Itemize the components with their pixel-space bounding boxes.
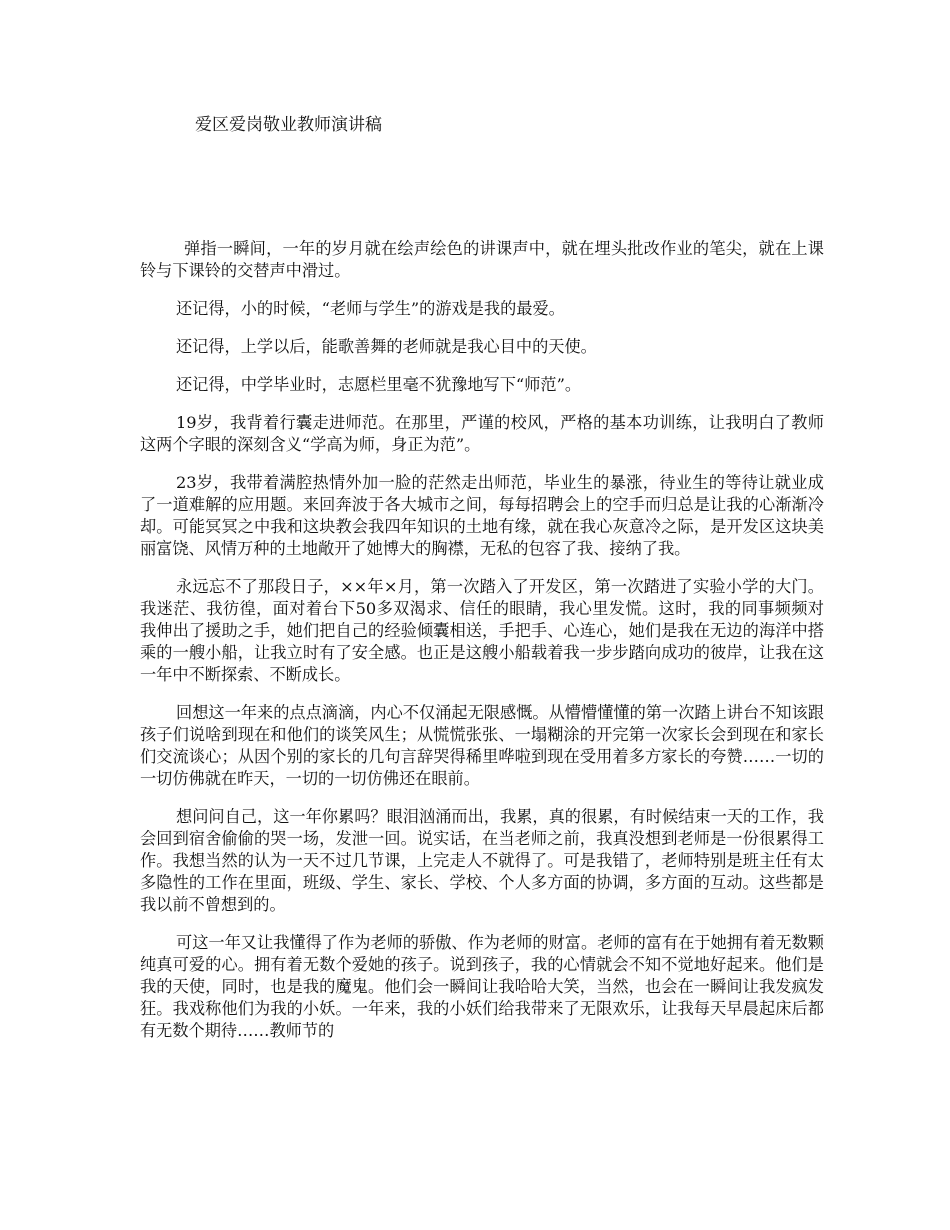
paragraph-3: 还记得，上学以后，能歌善舞的老师就是我心目中的天使。 xyxy=(176,337,597,356)
paragraph-8: 回想这一年来的点点滴滴，内心不仅涌起无限感慨。从懵懵懂懂的第一次踏上讲台不知该跟孩子们说啥到现在和他们的谈笑风生；从慌慌张张、一塌糊涂的开完第一次家长会到现在和家长们交流谈心；从因个别的家长的几句言辞哭得稀里哗啦到现在受用着多方家长的夸赞……一切的一切仿佛就在昨天，一切的一切仿佛还在眼前。 xyxy=(140,703,824,788)
document-title: 爱区爱岗敬业教师演讲稿 xyxy=(195,115,382,135)
document-body xyxy=(140,238,824,1058)
paragraph-5: 19岁，我背着行囊走进师范。在那里，严谨的校风，严格的基本功训练，让我明白了教师这两个字眼的深刻含义“学高为师，身正为范”。 xyxy=(140,413,824,454)
paragraph-4: 还记得，中学毕业时，志愿栏里毫不犹豫地写下“师范”。 xyxy=(176,375,582,394)
paragraph-7: 永远忘不了那段日子，××年×月，第一次踏入了开发区，第一次踏进了实验小学的大门。我迷茫、我彷徨，面对着台下50多双渴求、信任的眼睛，我心里发慌。这时，我的同事频频对我伸出了援助之手，她们把自己的经验倾囊相送，手把手、心连心，她们是我在无边的海洋中搭乘的一艘小船，让我立时有了安全感。也正是这艘小船载着我一步步踏向成功的彼岸，让我在这一年中不断探索、不断成长。 xyxy=(140,577,824,684)
paragraph-6: 23岁，我带着满腔热情外加一脸的茫然走出师范，毕业生的暴涨，待业生的等待让就业成了一道难解的应用题。来回奔波于各大城市之间，每每招聘会上的空手而归总是让我的心渐渐冷却。可能冥冥之中我和这块教会我四年知识的土地有缘，就在我心灰意冷之际，是开发区这块美丽富饶、风情万种的土地敞开了她博大的胸襟，无私的包容了我、接纳了我。 xyxy=(140,473,824,558)
paragraph-2: 还记得，小的时候，“老师与学生”的游戏是我的最爱。 xyxy=(176,299,565,318)
paragraph-10: 可这一年又让我懂得了作为老师的骄傲、作为老师的财富。老师的富有在于她拥有着无数颗纯真可爱的心。拥有着无数个爱她的孩子。说到孩子，我的心情就会不知不觉地好起来。他们是我的天使，同时，也是我的魔鬼。他们会一瞬间让我哈哈大笑，当然，也会在一瞬间让我发疯发狂。我戏称他们为我的小妖。一年来，我的小妖们给我带来了无限欢乐，让我每天早晨起床后都有无数个期待……教师节的 xyxy=(140,933,824,1040)
paragraph-9: 想问问自己，这一年你累吗？眼泪汹涌而出，我累，真的很累，有时候结束一天的工作，我会回到宿舍偷偷的哭一场，发泄一回。说实话，在当老师之前，我真没想到老师是一份很累得工作。我想当然的认为一天不过几节课，上完走人不就得了。可是我错了，老师特别是班主任有太多隐性的工作在里面，班级、学生、家长、学校、个人多方面的协调，多方面的互动。这些都是我以前不曾想到的。 xyxy=(140,807,824,914)
paragraph-1: 弹指一瞬间，一年的岁月就在绘声绘色的讲课声中，就在埋头批改作业的笔尖，就在上课铃与下课铃的交替声中滑过。 xyxy=(140,239,824,280)
